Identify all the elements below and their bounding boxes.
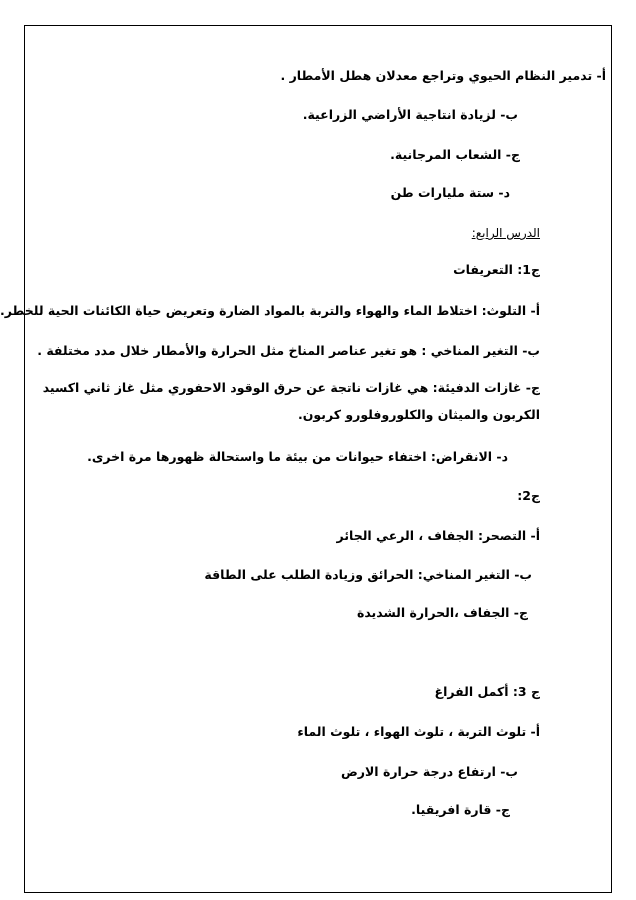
q2-alef: أ- التصحر: الجفاف ، الرعي الجائر <box>336 528 540 543</box>
q3-ba: ب- ارتفاع درجة حرارة الارض <box>340 764 518 779</box>
q1-ba: ب- التغير المناخي : هو تغير عناصر المناخ مثل الحرارة والأمطار خلال مدد مختلفة . <box>37 343 540 358</box>
answer-ba: ب- لزيادة انتاجية الأراضي الزراعية. <box>302 107 518 122</box>
q2-ba: ب- التغير المناخي: الحرائق وزيادة الطلب على الطاقة <box>204 567 532 582</box>
answer-jeem: ج- الشعاب المرجانية. <box>390 147 520 162</box>
q1-dal: د- الانقراض: اختفاء حيوانات من بيئة ما واستحالة ظهورها مرة اخرى. <box>87 449 508 464</box>
q3-jeem: ج- قارة افريقيا. <box>411 802 510 817</box>
q2-heading: ج2: <box>517 488 540 503</box>
answer-dal: د- ستة مليارات طن <box>390 185 510 200</box>
q1-heading: ج1: التعريفات <box>453 262 540 277</box>
q1-jeem-line2: الكربون والميثان والكلوروفلورو كربون. <box>298 407 540 422</box>
q1-jeem-line1: ج- غازات الدفيئة: هي غازات ناتجة عن حرق الوقود الاحفوري مثل غاز ثاني اكسيد <box>42 380 540 395</box>
q1-alef: أ- التلوث: اختلاط الماء والهواء والتربة بالمواد الضارة وتعريض حياة الكائنات الحية للخطر. <box>0 303 540 318</box>
q2-jeem: ج- الجفاف ،الحرارة الشديدة <box>356 605 528 620</box>
q3-alef: أ- تلوث التربة ، تلوث الهواء ، تلوث الماء <box>297 724 540 739</box>
q3-heading: ج 3: أكمل الفراغ <box>434 684 540 699</box>
answer-alef: أ- تدمير النظام الحيوي وتراجع معدلان هطل الأمطار . <box>280 68 606 83</box>
lesson-title: الدرس الرابع: <box>471 226 540 240</box>
